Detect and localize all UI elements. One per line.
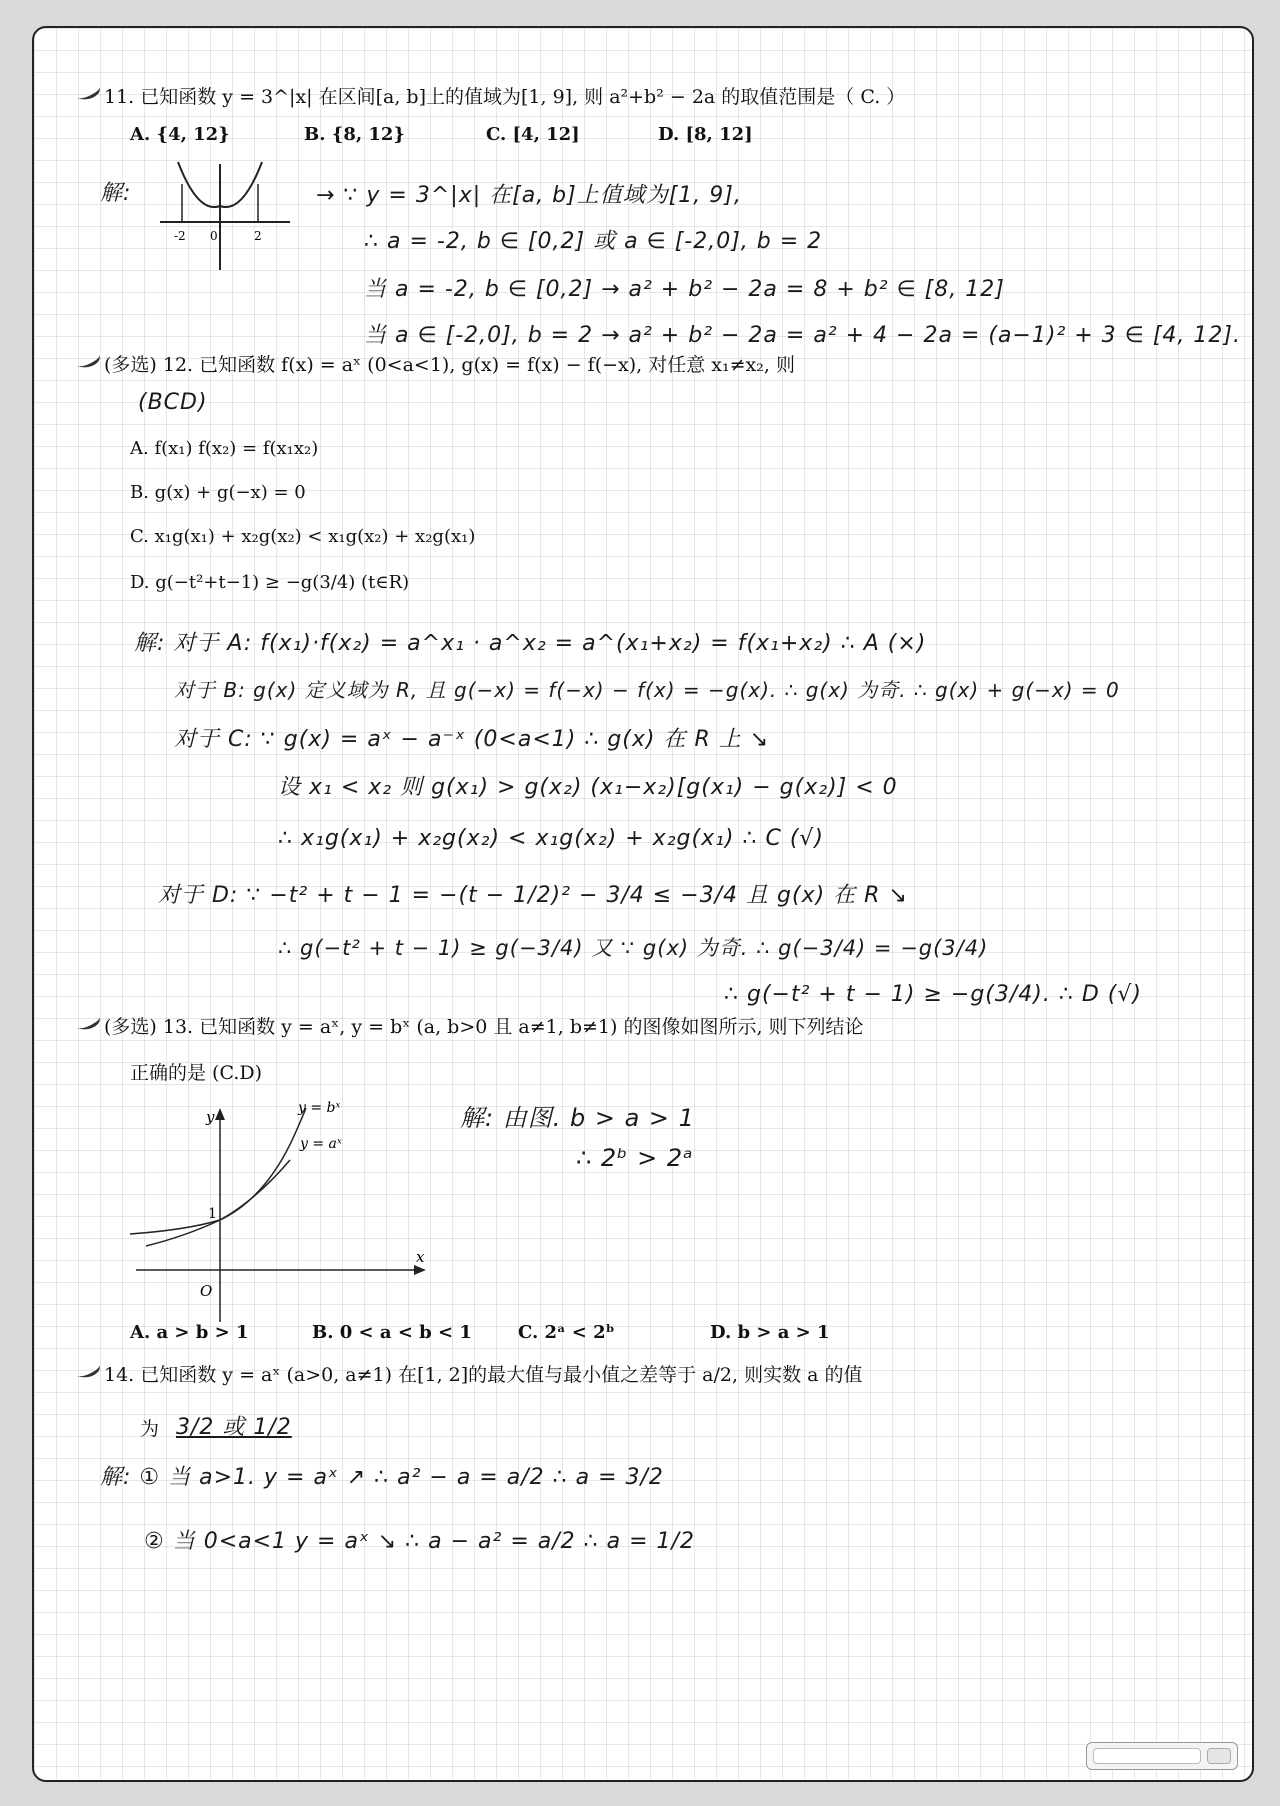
q11-stem: 11. 已知函数 y = 3^|x| 在区间[a, b]上的值域为[1, 9], 则 a²+b² − 2a 的取值范围是（ C. ） [104,86,906,108]
q12-sol-line-5: ∴ x₁g(x₁) + x₂g(x₂) < x₁g(x₂) + x₂g(x₁) ∴ C (√) [278,826,825,851]
q12-answer: (BCD) [138,390,208,415]
q13-origin: O [200,1282,213,1300]
q11-option-a: A. {4, 12} [130,124,230,145]
q11-option-b: B. {8, 12} [304,124,406,145]
q11-tick-0: 0 [210,229,218,243]
q11-solution-label: 解: [100,181,132,206]
q12-sol-line-2: 对于 B: g(x) 定义域为 R, 且 g(−x) = f(−x) − f(x) = −g(x). ∴ g(x) 为奇. ∴ g(x) + g(−x) = 0 [174,678,1120,702]
chili-icon [74,354,102,370]
q13-option-d: D. b > a > 1 [710,1322,830,1343]
q13-graph [126,1100,436,1326]
q14-answer-prefix: 为 [140,1418,160,1440]
q11-sketch-graph [160,154,300,272]
q13-one: 1 [208,1206,217,1222]
worksheet-page [32,26,1254,1782]
q13-axis-y: y [206,1108,215,1126]
q12-option-c: C. x₁g(x₁) + x₂g(x₂) < x₁g(x₂) + x₂g(x₁) [130,526,476,547]
q13-axis-x: x [416,1248,425,1266]
q13-sol-line-1: 解: 由图. b > a > 1 [460,1104,695,1132]
scroll-track[interactable] [1093,1748,1201,1764]
q13-option-b: B. 0 < a < b < 1 [312,1322,472,1343]
q11-sol-line-1: → ∵ y = 3^|x| 在[a, b]上值域为[1, 9], [316,183,742,208]
q12-option-b: B. g(x) + g(−x) = 0 [130,482,306,503]
q12-sol-line-4: 设 x₁ < x₂ 则 g(x₁) > g(x₂) (x₁−x₂)[g(x₁) − g(x₂)] < 0 [278,775,898,800]
q11-sol-line-2: ∴ a = -2, b ∈ [0,2] 或 a ∈ [-2,0], b = 2 [364,229,823,254]
q11-tick-neg2: -2 [174,229,186,243]
q11-sol-line-4: 当 a ∈ [-2,0], b = 2 → a² + b² − 2a = a² + 4 − 2a = (a−1)² + 3 ∈ [4, 12]. [364,323,1241,348]
q13-sol-line-2: ∴ 2ᵇ > 2ᵃ [576,1144,694,1172]
q11-option-c: C. [4, 12] [486,124,580,145]
chili-icon [74,86,102,102]
q11-tick-2: 2 [254,229,262,243]
q11-option-d: D. [8, 12] [658,124,753,145]
q13-stem-2: 正确的是 (C.D) [130,1062,262,1084]
q14-sol-line-2: ② 当 0<a<1 y = aˣ ↘ ∴ a − a² = a/2 ∴ a = 1/2 [144,1529,695,1554]
q12-sol-line-3: 对于 C: ∵ g(x) = aˣ − a⁻ˣ (0<a<1) ∴ g(x) 在 R 上 ↘ [174,727,770,752]
page-scroll-control[interactable] [1086,1742,1238,1770]
q12-option-a: A. f(x₁) f(x₂) = f(x₁x₂) [130,438,319,459]
q12-stem: (多选) 12. 已知函数 f(x) = aˣ (0<a<1), g(x) = f(x) − f(−x), 对任意 x₁≠x₂, 则 [104,354,795,376]
q14-answer: 3/2 或 1/2 [176,1415,292,1440]
scroll-thumb[interactable] [1207,1748,1231,1764]
q14-stem: 14. 已知函数 y = aˣ (a>0, a≠1) 在[1, 2]的最大值与最小值之差等于 a/2, 则实数 a 的值 [104,1364,863,1386]
q13-label-a: y = aˣ [300,1136,342,1152]
q12-sol-line-6: 对于 D: ∵ −t² + t − 1 = −(t − 1/2)² − 3/4 ≤ −3/4 且 g(x) 在 R ↘ [158,883,908,908]
chili-icon [74,1364,102,1380]
q12-sol-line-1: 解: 对于 A: f(x₁)·f(x₂) = a^x₁ · a^x₂ = a^(x₁+x₂) = f(x₁+x₂) ∴ A (×) [134,631,927,656]
q12-sol-line-8: ∴ g(−t² + t − 1) ≥ −g(3/4). ∴ D (√) [724,982,1142,1007]
q13-option-a: A. a > b > 1 [130,1322,249,1343]
q13-option-c: C. 2ᵃ < 2ᵇ [518,1322,615,1343]
chili-icon [74,1016,102,1032]
q12-sol-line-7: ∴ g(−t² + t − 1) ≥ g(−3/4) 又 ∵ g(x) 为奇. ∴ g(−3/4) = −g(3/4) [278,936,989,960]
q14-sol-line-1: 解: ① 当 a>1. y = aˣ ↗ ∴ a² − a = a/2 ∴ a = 3/2 [100,1465,664,1490]
q13-stem: (多选) 13. 已知函数 y = aˣ, y = bˣ (a, b>0 且 a≠1, b≠1) 的图像如图所示, 则下列结论 [104,1016,864,1038]
q11-sol-line-3: 当 a = -2, b ∈ [0,2] → a² + b² − 2a = 8 + b² ∈ [8, 12] [364,277,1005,302]
q13-label-b: y = bˣ [298,1100,341,1116]
q12-option-d: D. g(−t²+t−1) ≥ −g(3/4) (t∈R) [130,572,410,593]
